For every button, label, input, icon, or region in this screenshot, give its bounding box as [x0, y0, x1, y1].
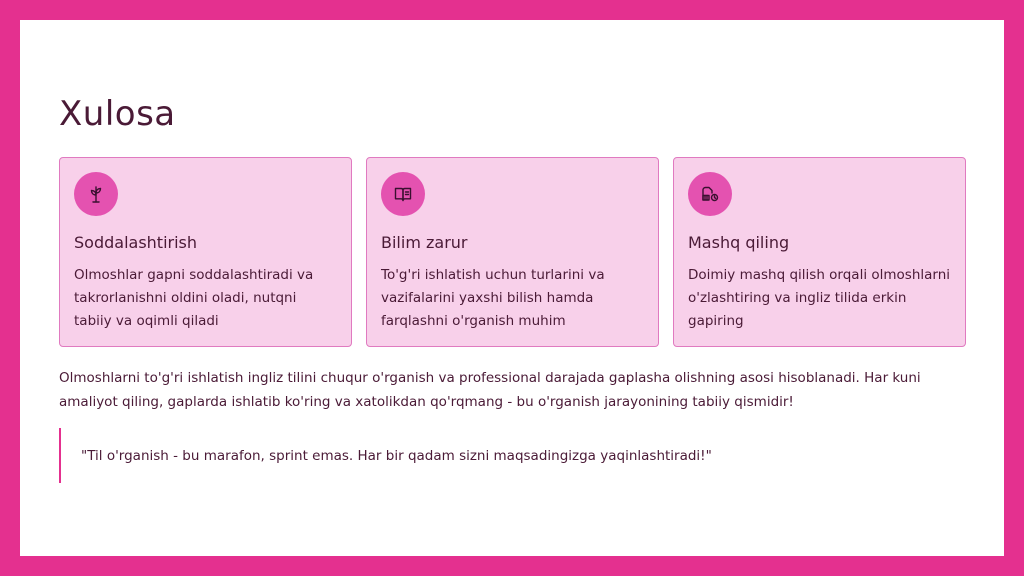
card-title: Mashq qiling	[688, 233, 790, 252]
plant-icon	[74, 172, 118, 216]
practice-icon	[688, 172, 732, 216]
card-practice	[673, 157, 966, 347]
card-text: Doimiy mashq qilish orqali olmoshlarni o'zlashtiring va ingliz tilida erkin gapiring	[688, 267, 951, 329]
quote-text: "Til o'rganish - bu marafon, sprint emas. Har bir qadam sizni maqsadingizga yaqinlashtiradi!"	[81, 447, 712, 464]
card-text: To'g'ri ishlatish uchun turlarini va vazifalarini yaxshi bilish hamda farqlashni o'rganish muhim	[381, 267, 605, 329]
card-row	[59, 157, 966, 347]
slide	[20, 20, 1004, 556]
card-text: Olmoshlar gapni soddalashtiradi va takrorlanishni oldini oladi, nutqni tabiiy va oqimli qiladi	[74, 267, 314, 329]
summary-paragraph: Olmoshlarni to'g'ri ishlatish ingliz tilini chuqur o'rganish va professional darajada gaplasha olishning asosi hisoblanadi. Har kuni amaliyot qiling, gaplarda ishlatib ko'ring va xatolikdan qo'rqmang - bu o'rganish jarayonining tabiiy qismidir!	[59, 370, 921, 410]
book-icon	[381, 172, 425, 216]
card-title: Bilim zarur	[381, 233, 468, 252]
card-title: Soddalashtirish	[74, 233, 198, 252]
quote-block	[59, 428, 959, 483]
card-simplification	[59, 157, 352, 347]
slide-title: Xulosa	[59, 94, 176, 134]
card-knowledge	[366, 157, 659, 347]
